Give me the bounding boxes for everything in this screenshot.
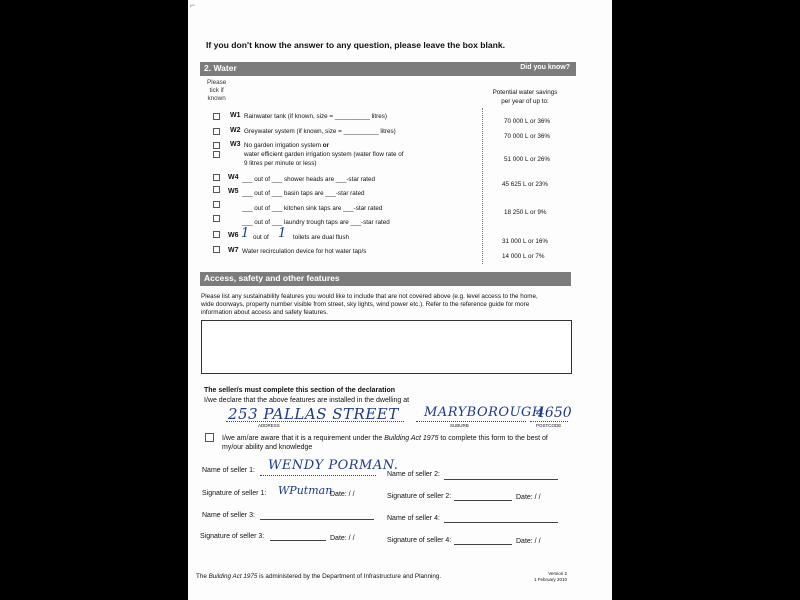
access-section-title: Access, safety and other features xyxy=(204,273,340,283)
w5-checkbox-kitchen[interactable] xyxy=(213,201,220,208)
seller3-signature-field[interactable] xyxy=(270,540,326,541)
seller3-name-field[interactable] xyxy=(260,519,374,520)
aware-line2: my/our ability and knowledge xyxy=(222,444,313,451)
seller2-signature-field[interactable] xyxy=(454,500,512,501)
aware-line1-post: to complete this form to the best of xyxy=(438,435,548,442)
w1-text: Rainwater tank (if known, size = __________ litres) xyxy=(244,113,387,120)
footer-text xyxy=(196,573,441,580)
seller1-name-field[interactable] xyxy=(260,475,376,476)
please-tick-line: known xyxy=(207,95,226,102)
w3-number: W3 xyxy=(230,141,241,148)
w1-saving: 70 000 L or 36% xyxy=(504,118,550,125)
instruction-text: If you don't know the answer to any question, please leave the box blank. xyxy=(206,40,506,50)
footer-post: is administered by the Department of Infrastructure and Planning. xyxy=(257,573,442,580)
w3-checkbox-a[interactable] xyxy=(213,142,220,149)
seller1-name-label: Name of seller 1: xyxy=(202,467,255,474)
w6-out-of: out of xyxy=(253,234,269,241)
w2-checkbox[interactable] xyxy=(213,128,220,135)
w7-text: Water recirculation device for hot water tap/s xyxy=(242,248,367,255)
please-tick-line: Please xyxy=(207,79,227,86)
seller4-name-label: Name of seller 4: xyxy=(387,515,440,522)
w6-checkbox[interactable] xyxy=(213,231,220,238)
w6-handwritten-total: 1 xyxy=(278,226,287,241)
savings-header-line: Potential water savings xyxy=(492,89,558,96)
aware-line1-act: Building Act 1975 xyxy=(384,435,439,442)
w7-saving: 14 000 L or 7% xyxy=(502,253,545,260)
w2-number: W2 xyxy=(230,127,241,134)
address-handwritten: 253 PALLAS STREET xyxy=(228,405,399,423)
access-instructions xyxy=(201,293,538,317)
aware-checkbox[interactable] xyxy=(205,433,214,442)
w7-number: W7 xyxy=(228,247,239,254)
declaration-title: The seller/s must complete this section of the declaration xyxy=(204,387,395,394)
seller2-name-field[interactable] xyxy=(444,479,558,480)
suburb-label: SUBURB xyxy=(450,423,469,428)
seller3-signature-label: Signature of seller 3: xyxy=(200,533,265,540)
postcode-handwritten: 4650 xyxy=(536,405,572,421)
w3-line1-text: No garden irrigation system xyxy=(244,142,321,149)
version-date: 1 February 2010 xyxy=(534,577,568,582)
suburb-line xyxy=(416,421,526,422)
w5-saving: 18 250 L or 9% xyxy=(504,209,547,216)
savings-header xyxy=(482,88,568,106)
w6-handwritten-count: 1 xyxy=(241,226,250,241)
w6-text: toilets are dual flush xyxy=(293,234,350,241)
access-section-header xyxy=(200,272,571,286)
access-instructions-line: Please list any sustainability features you would like to include that are not covered above (e.g. level access to the home, xyxy=(201,293,538,300)
form-page xyxy=(188,0,612,600)
w6-saving: 31 000 L or 16% xyxy=(502,238,548,245)
w4-number: W4 xyxy=(228,174,239,181)
seller4-signature-label: Signature of seller 4: xyxy=(387,537,452,544)
w5-checkbox-laundry[interactable] xyxy=(213,215,220,222)
seller4-name-field[interactable] xyxy=(444,522,558,523)
savings-header-line: per year of up to: xyxy=(501,98,549,105)
w2-saving: 70 000 L or 36% xyxy=(504,133,550,140)
seller2-name-label: Name of seller 2: xyxy=(387,471,440,478)
access-features-textbox[interactable] xyxy=(201,320,572,374)
water-section-header xyxy=(200,62,576,76)
seller4-date: Date: / / xyxy=(516,538,541,545)
w4-saving: 45 625 L or 23% xyxy=(502,181,548,188)
did-you-know-label: Did you know? xyxy=(520,64,570,71)
aware-line1-pre: I/we am/are aware that it is a requirement under the xyxy=(222,435,385,442)
water-section-title: 2. Water xyxy=(204,63,237,73)
seller3-date: Date: / / xyxy=(330,535,355,542)
seller1-name-handwritten: WENDY PORMAN. xyxy=(268,458,399,473)
suburb-handwritten: MARYBOROUGH xyxy=(424,405,544,420)
w5-line2: ___ out of ___ kitchen sink taps are ___-star rated xyxy=(242,205,383,212)
w5-number: W5 xyxy=(228,188,239,195)
w7-checkbox[interactable] xyxy=(213,246,220,253)
version-label: Version 2 xyxy=(548,571,568,576)
w1-checkbox[interactable] xyxy=(213,113,220,120)
w4-text: ___ out of ___ shower heads are ___-star rated xyxy=(242,176,376,183)
savings-divider xyxy=(482,108,483,264)
seller1-signature-label: Signature of seller 1: xyxy=(202,490,267,497)
w5-checkbox-basin[interactable] xyxy=(213,186,220,193)
w4-checkbox[interactable] xyxy=(213,174,220,181)
scan-mark: ⌐ xyxy=(190,0,196,10)
w6-number: W6 xyxy=(228,232,239,239)
address-label: ADDRESS xyxy=(258,423,280,428)
seller2-signature-label: Signature of seller 2: xyxy=(387,493,452,500)
access-instructions-line: wide doorways, property number visible from street, sky lights, wind power etc.). Refer to the reference guide for more xyxy=(201,301,530,308)
w3-line2: water efficient garden irrigation system (water flow rate of xyxy=(244,151,404,158)
seller2-date: Date: / / xyxy=(516,494,541,501)
w3-or: or xyxy=(322,142,330,149)
w3-line1 xyxy=(244,142,329,149)
w3-checkbox-b[interactable] xyxy=(213,151,220,158)
w3-line3: 9 litres per minute or less) xyxy=(244,160,317,167)
seller1-signature-handwritten: WPutman xyxy=(278,484,333,497)
declaration-text: I/we declare that the above features are installed in the dwelling at xyxy=(204,397,410,404)
footer-pre: The xyxy=(196,573,209,580)
seller3-name-label: Name of seller 3: xyxy=(202,512,255,519)
please-tick-label xyxy=(207,79,226,103)
w1-number: W1 xyxy=(230,112,241,119)
footer-act: Building Act 1975 xyxy=(208,573,258,580)
version-info xyxy=(534,571,567,583)
w5-line3: ___ out of ___ laundry trough taps are ___-star rated xyxy=(242,219,390,226)
w5-line1: ___ out of ___ basin taps are ___-star rated xyxy=(242,190,365,197)
postcode-label: POSTCODE xyxy=(536,423,562,428)
postcode-line xyxy=(530,421,568,422)
address-line xyxy=(226,421,404,422)
access-instructions-line: information about access and safety features. xyxy=(201,309,329,316)
w3-saving: 51 000 L or 26% xyxy=(504,156,550,163)
seller4-signature-field[interactable] xyxy=(454,544,512,545)
aware-line1 xyxy=(222,435,548,442)
w2-text: Greywater system (if known, size = __________ litres) xyxy=(244,128,396,135)
seller1-date: Date: / / xyxy=(330,491,355,498)
please-tick-line: tick if xyxy=(209,87,224,94)
